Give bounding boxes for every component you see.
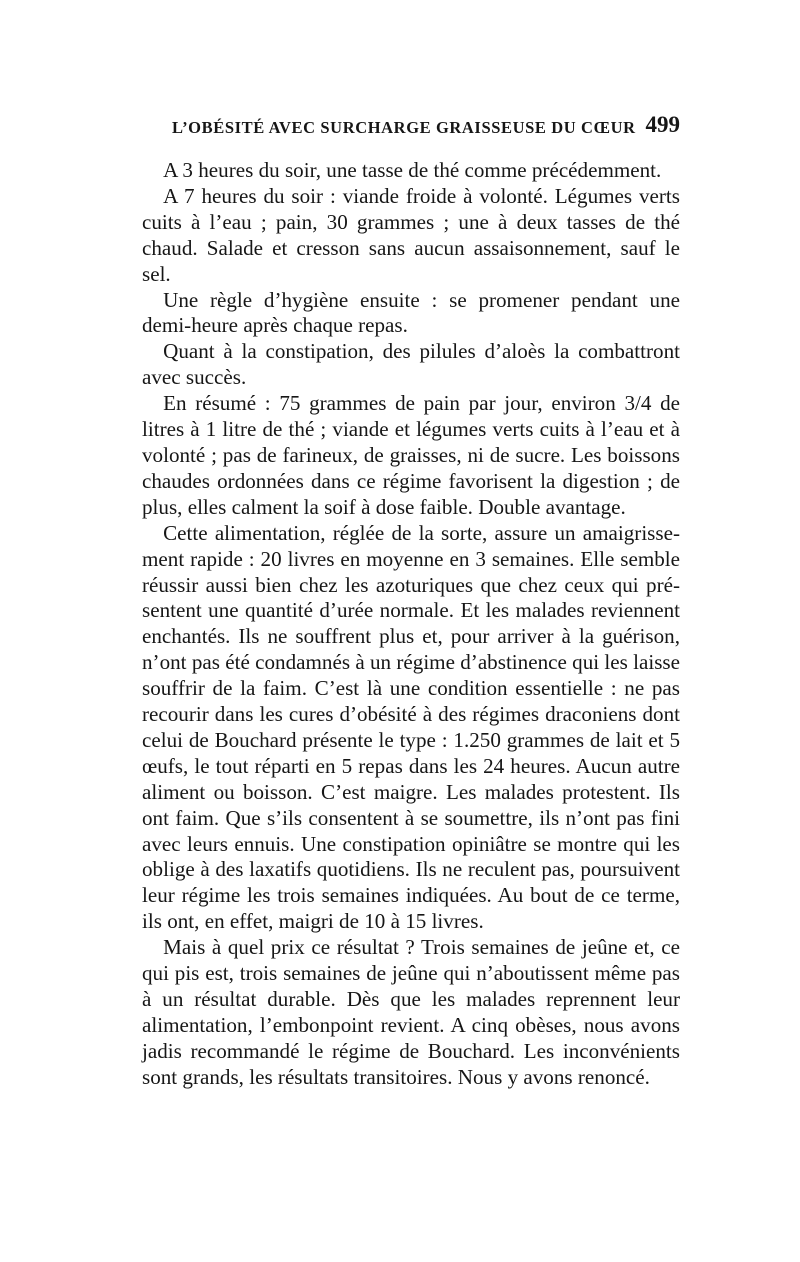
paragraph: A 7 heures du soir : viande froide à volonté. Légumes verts cuits à l’eau ; pain, 30 grammes ; une à deux tasses de thé chaud. Salade et cresson sans aucun assaisonnement, sauf le sel. bbox=[142, 183, 680, 286]
paragraph: Une règle d’hygiène ensuite : se promener pendant une demi-heure après chaque repas. bbox=[142, 287, 680, 338]
book-page bbox=[142, 112, 680, 1091]
paragraph: A 3 heures du soir, une tasse de thé comme précédemment. bbox=[163, 158, 662, 182]
paragraph: Quant à la constipation, des pilules d’aloès la combattront avec succès. bbox=[142, 339, 680, 390]
page-number: 499 bbox=[645, 112, 680, 137]
paragraph: En résumé : 75 grammes de pain par jour, environ 3/4 de litres à 1 litre de thé ; viande et légumes verts cuits à l’eau et à volonté ; pas de farineux, de graisses, ni de sucre. Les boissons chaudes ordonnées dans ce régime favorisent la digestion ; de plus, elles calment la soif à dose faible. Double avantage. bbox=[142, 391, 680, 519]
body-text bbox=[142, 158, 680, 1091]
running-head bbox=[142, 112, 680, 146]
paragraph: Mais à quel prix ce résultat ? Trois semaines de jeûne et, ce qui pis est, trois semaines de jeûne qui n’aboutissent même pas à un résultat durable. Dès que les malades reprennent leur alimentation, l’embonpoint revient. A cinq obèses, nous avons jadis recommandé le régime de Bouchard. Les inconvénients sont grands, les résultats transitoires. Nous y avons renoncé. bbox=[142, 935, 680, 1089]
paragraph: Cette alimentation, réglée de la sorte, assure un amaigrissement rapide : 20 livres en moyenne en 3 semaines. Elle semble réussir aussi bien chez les azoturiques que chez ceux qui présentent une quantité d’urée normale. Et les malades reviennent enchantés. Ils ne souffrent plus et, pour arriver à la guérison, n’ont pas été condamnés à un régime d’abstinence qui les laisse souffrir de la faim. C’est là une condition essentielle : ne pas recourir dans les cures d’obésité à des régimes draconiens dont celui de Bouchard présente le type : 1.250 grammes de lait et 5 œufs, le tout réparti en 5 repas dans les 24 heures. Aucun autre aliment ou boisson. C’est maigre. Les malades protestent. Ils ont faim. Que s’ils consentent à se soumettre, ils n’ont pas fini avec leurs ennuis. Une constipation opiniâtre se montre qui les oblige à des laxatifs quotidiens. Ils ne reculent pas, poursuivent leur régime les trois semaines indiquées. Au bout de ce terme, ils ont, en effet, maigri de 10 à 15 livres. bbox=[142, 520, 680, 934]
running-title: L’OBÉSITÉ AVEC SURCHARGE GRAISSEUSE DU CŒUR bbox=[172, 118, 636, 137]
